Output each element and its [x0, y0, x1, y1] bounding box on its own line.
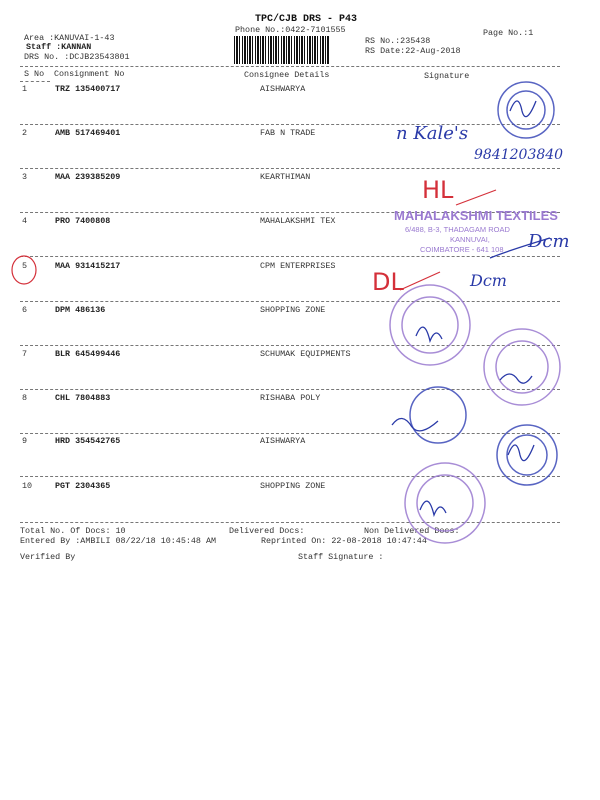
- rs-date: RS Date:22-Aug-2018: [365, 46, 461, 56]
- row-consignment-no: PRO 7400808: [55, 216, 111, 226]
- row-consignment-no: HRD 354542765: [55, 436, 121, 446]
- mahalakshmi-stamp-address: 6/488, B-3, THADAGAM ROAD: [405, 225, 510, 234]
- row-consignee: RISHABA POLY: [260, 393, 321, 403]
- table-row: [0, 85, 600, 97]
- mahalakshmi-stamp-name: MAHALAKSHMI TEXTILES: [394, 208, 558, 223]
- row-divider: [20, 433, 560, 434]
- verified-by: Verified By: [20, 552, 76, 562]
- area: Area :KANUVAI-1-43: [24, 33, 115, 43]
- entered-by: Entered By :AMBILI 08/22/18 10:45:48 AM: [20, 536, 217, 546]
- table-row: [0, 173, 600, 185]
- row-consignee: FAB N TRADE: [260, 128, 316, 138]
- row-sno: 1: [22, 84, 28, 94]
- table-row: [0, 306, 600, 318]
- divider: [20, 522, 560, 523]
- row-consignment-no: DPM 486136: [55, 305, 106, 315]
- row-sno: 4: [22, 216, 28, 226]
- row-consignee: SCHUMAK EQUIPMENTS: [260, 349, 351, 359]
- row-sno: 8: [22, 393, 28, 403]
- delivered-docs: Delivered Docs:: [229, 526, 305, 536]
- drs-number: DRS No. :DCJB23543801: [24, 52, 130, 62]
- table-row: [0, 262, 600, 274]
- rs-number: RS No.:235438: [365, 36, 431, 46]
- row-divider: [20, 345, 560, 346]
- row-sno: 6: [22, 305, 28, 315]
- row-divider: [20, 168, 560, 169]
- handwritten-mark-hl: HL: [422, 176, 454, 204]
- signature: Dcm: [528, 231, 570, 252]
- row-consignee: AISHWARYA: [260, 84, 306, 94]
- table-row: [0, 437, 600, 449]
- row-consignment-no: TRZ 135400717: [55, 84, 121, 94]
- row-consignment-no: CHL 7804883: [55, 393, 111, 403]
- divider: [20, 66, 560, 67]
- mahalakshmi-stamp-address: COIMBATORE - 641 108: [420, 245, 504, 254]
- divider: [20, 81, 50, 82]
- row-divider: [20, 301, 560, 302]
- row-sno: 7: [22, 349, 28, 359]
- row-divider: [20, 256, 560, 257]
- document-title: TPC/CJB DRS - P43: [255, 14, 358, 25]
- row-consignment-no: MAA 239385209: [55, 172, 121, 182]
- row-divider: [20, 389, 560, 390]
- row-consignee: AISHWARYA: [260, 436, 306, 446]
- signature-scribble: [510, 101, 536, 117]
- staff-signature: Staff Signature :: [298, 552, 384, 562]
- handwritten-phone: 9841203840: [474, 147, 564, 163]
- row-consignment-no: MAA 931415217: [55, 261, 121, 271]
- row-divider: [20, 124, 560, 125]
- table-row: [0, 482, 600, 494]
- column-header-sno: S No: [24, 69, 45, 79]
- row-consignment-no: PGT 2304365: [55, 481, 111, 491]
- row-divider: [20, 476, 560, 477]
- row-sno: 3: [22, 172, 28, 182]
- row-sno: 5: [22, 261, 28, 271]
- row-sno: 2: [22, 128, 28, 138]
- row-consignee: SHOPPING ZONE: [260, 481, 326, 491]
- table-row: [0, 350, 600, 362]
- barcode: [234, 36, 330, 64]
- row-sno: 10: [22, 481, 33, 491]
- row-consignment-no: AMB 517469401: [55, 128, 121, 138]
- handwritten-name: n Kale's: [396, 123, 469, 144]
- reprinted-on: Reprinted On: 22-08-2018 10:47:44: [261, 536, 427, 546]
- non-delivered-docs: Non Delivered Docs:: [364, 526, 460, 536]
- mahalakshmi-stamp-address: KANNUVAI,: [450, 235, 490, 244]
- row-sno: 9: [22, 436, 28, 446]
- total-docs: Total No. Of Docs: 10: [20, 526, 126, 536]
- handwritten-mark-dl: DL: [372, 268, 404, 296]
- phone-number: Phone No.:0422-7101555: [235, 25, 346, 35]
- table-row: [0, 129, 600, 141]
- column-header-consignee: Consignee Details: [244, 70, 330, 80]
- signature: Dcm: [470, 271, 507, 290]
- row-consignee: KEARTHIMAN: [260, 172, 311, 182]
- column-header-signature: Signature: [424, 71, 470, 81]
- column-header-consignment: Consignment No: [54, 69, 125, 79]
- row-consignee: MAHALAKSHMI TEX: [260, 216, 336, 226]
- staff: Staff :KANNAN: [26, 42, 92, 52]
- row-consignee: CPM ENTERPRISES: [260, 261, 336, 271]
- row-consignment-no: BLR 645499446: [55, 349, 121, 359]
- table-row: [0, 394, 600, 406]
- row-consignee: SHOPPING ZONE: [260, 305, 326, 315]
- page-number: Page No.:1: [483, 28, 534, 38]
